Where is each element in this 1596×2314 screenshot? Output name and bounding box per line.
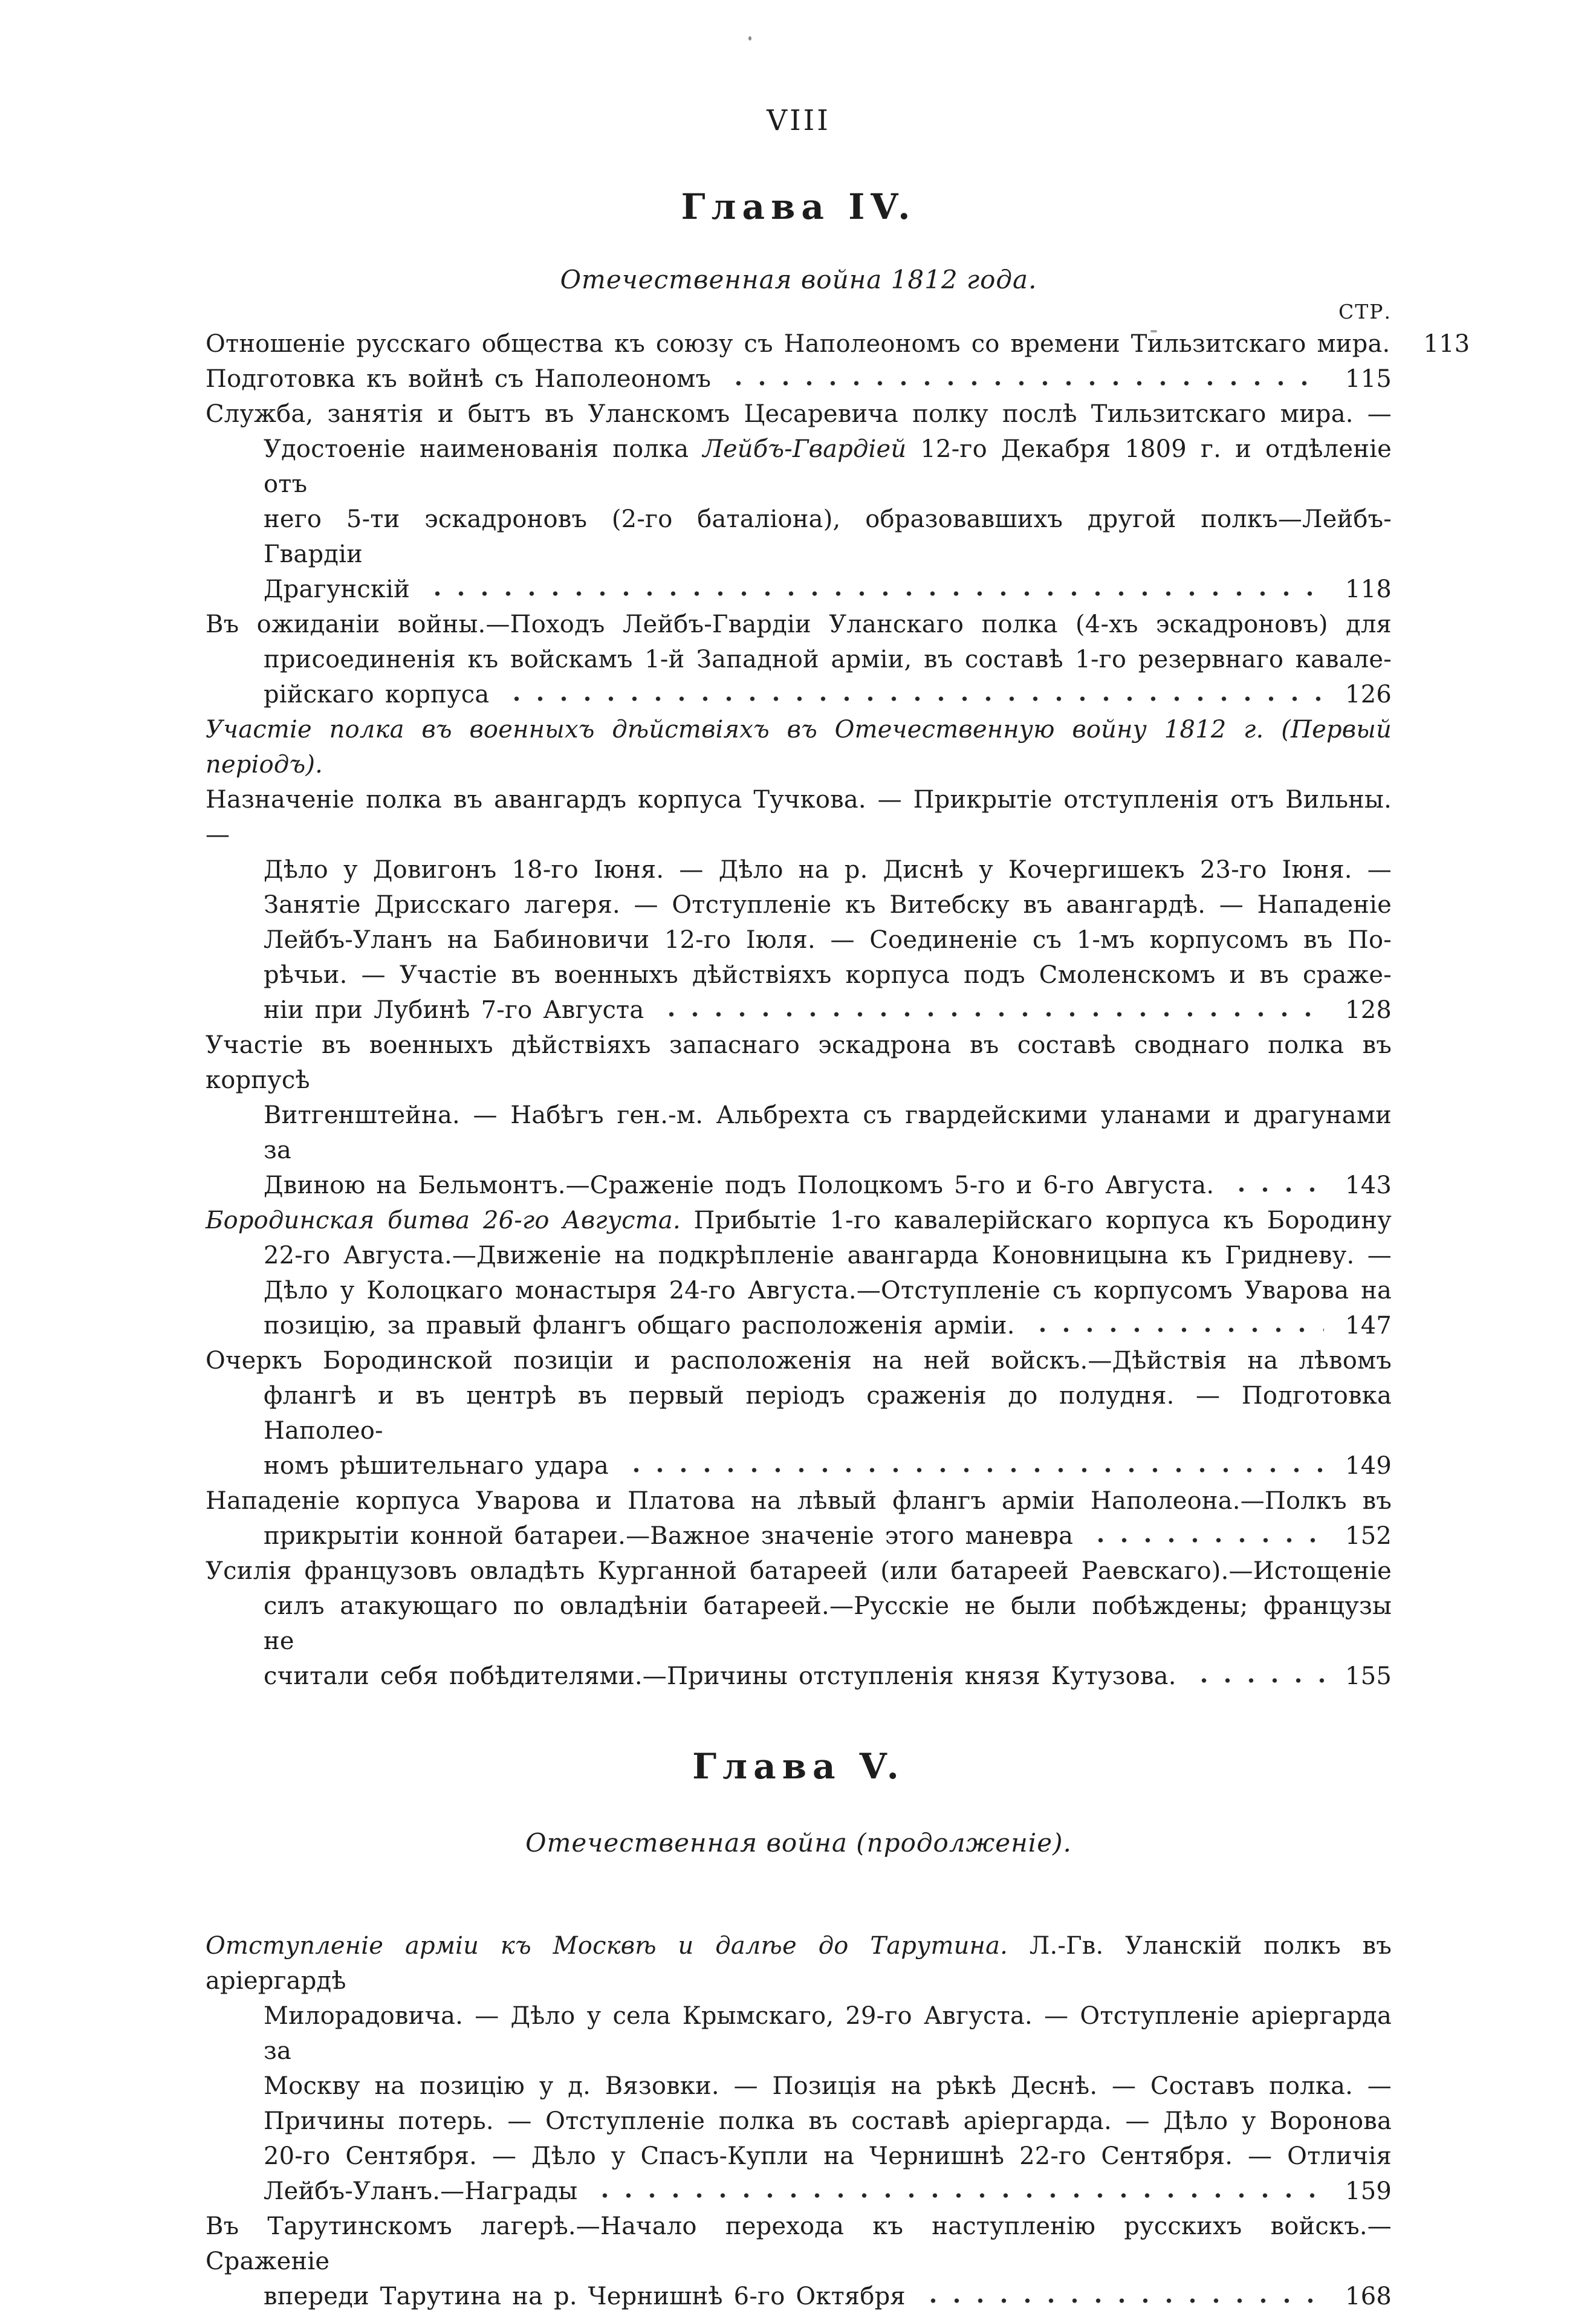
toc-line	[206, 572, 1392, 607]
toc-line-text: Витгенштейна. — Набѣгъ ген.-м. Альбрехта съ гвардейскими уланами и драгунами за	[264, 1101, 1392, 1164]
toc-line-text: Дѣло у Колоцкаго монастыря 24-го Августа.—Отступленіе съ корпусомъ Уварова на	[264, 1277, 1392, 1304]
toc-line	[206, 958, 1392, 993]
dot-leader	[656, 1011, 1324, 1018]
chapter-5-title: Глава V.	[692, 1746, 905, 1787]
toc-line	[206, 432, 1392, 502]
dot-leader	[1027, 1326, 1324, 1334]
page-column-header: СТР.	[1338, 300, 1392, 323]
toc-line-italic-text: Отступленіе арміи къ Москвѣ и далѣе до Тарутина.	[206, 1932, 1008, 1960]
dot-leader	[501, 695, 1324, 702]
toc-line	[206, 2209, 1392, 2279]
toc-line	[206, 1554, 1392, 1589]
toc-line-italic-text: Лейбъ-Гвардіей	[702, 435, 907, 463]
toc-line-text: Участіе въ военныхъ дѣйствіяхъ запаснаго эскадрона въ составѣ своднаго полка въ корпусѣ	[206, 1031, 1392, 1094]
page-content	[206, 104, 1470, 2314]
page-number: 126	[1345, 681, 1392, 708]
chapter-5-toc	[206, 1928, 1392, 2314]
toc-line-text: силъ атакующаго по овладѣніи батареей.—Русскіе не были побѣждены; французы не	[264, 1592, 1392, 1655]
toc-section-line	[206, 712, 1392, 782]
toc-line	[206, 642, 1392, 677]
page-number: 168	[1345, 2283, 1392, 2310]
scan-speck	[748, 36, 751, 41]
toc-line	[206, 1378, 1392, 1448]
toc-line	[206, 1448, 1392, 1483]
toc-line-text: Причины потерь. — Отступленіе полка въ составѣ аріергарда. — Дѣло у Воронова	[264, 2107, 1392, 2135]
toc-line-text: прикрытіи конной батареи.—Важное значеніе этого маневра	[264, 1522, 1074, 1550]
toc-line-text: Служба, занятія и бытъ въ Уланскомъ Цесаревича полку послѣ Тильзитскаго мира. —	[206, 400, 1392, 428]
toc-line	[206, 1308, 1392, 1343]
toc-line	[206, 1998, 1392, 2069]
toc-line-text: позицію, за правый флангъ общаго расположенія арміи.	[264, 1312, 1015, 1340]
toc-line	[206, 326, 1470, 361]
toc-line-text: флангѣ и въ центрѣ въ первый періодъ сраженія до полудня. — Подготовка Наполео-	[264, 1382, 1392, 1445]
toc-line-text: рѣчьи. — Участіе въ военныхъ дѣйствіяхъ корпуса подъ Смоленскомъ и въ сраже-	[264, 961, 1392, 989]
toc-line	[206, 1238, 1392, 1273]
chapter-4-subtitle: Отечественная война 1812 года.	[560, 265, 1037, 294]
toc-line	[206, 2104, 1392, 2139]
toc-line	[206, 1589, 1392, 1659]
toc-line-text: Прибытіе 1-го кавалерійскаго корпуса къ Бородину	[680, 1207, 1392, 1234]
toc-line-text: Очеркъ Бородинской позиціи и расположенія на ней войскъ.—Дѣйствія на лѣвомъ	[206, 1347, 1392, 1375]
toc-line	[206, 1028, 1392, 1098]
toc-line	[206, 1928, 1392, 1998]
toc-line-text: Дѣло у Довигонъ 18-го Іюня. — Дѣло на р. Диснѣ у Кочергишекъ 23-го Іюня. —	[264, 856, 1392, 884]
page-number: 115	[1345, 365, 1392, 393]
page-number: 128	[1345, 996, 1392, 1024]
dot-leader	[918, 2297, 1324, 2304]
toc-line-text: Нападеніе корпуса Уварова и Платова на лѣвый флангъ арміи Наполеона.—Полкъ въ	[206, 1487, 1392, 1515]
toc-line	[206, 852, 1392, 887]
dot-leader	[1189, 1677, 1324, 1684]
toc-line-text: Отношеніе русскаго общества къ союзу съ Наполеономъ со времени Тильзитскаго мира.	[206, 330, 1390, 358]
dot-leader	[723, 380, 1324, 387]
toc-line-text: 22-го Августа.—Движеніе на подкрѣпленіе авангарда Коновницына къ Гридневу. —	[264, 1242, 1392, 1269]
toc-line-text: Драгунскій	[264, 575, 410, 603]
toc-line	[206, 1168, 1392, 1203]
toc-line	[206, 677, 1392, 712]
page-number: 147	[1345, 1312, 1392, 1340]
toc-line-text: впереди Тарутина на р. Чернишнѣ 6-го Октября	[264, 2283, 906, 2310]
chapter-4-section	[206, 186, 1470, 1694]
toc-line-text: Милорадовича. — Дѣло у села Крымскаго, 29-го Августа. — Отступленіе аріергарда за	[264, 2002, 1392, 2065]
toc-line	[206, 2139, 1392, 2174]
toc-line-text: номъ рѣшительнаго удара	[264, 1452, 609, 1480]
toc-line-text: присоединенія къ войскамъ 1-й Западной арміи, въ составѣ 1-го резервнаго кавале-	[264, 646, 1392, 673]
page-number: 159	[1345, 2177, 1392, 2205]
chapter-4-title: Глава IV.	[681, 186, 916, 227]
toc-line	[206, 397, 1392, 432]
toc-line-text: Назначеніе полка въ авангардъ корпуса Тучкова. — Прикрытіе отступленія отъ Вильны. —	[206, 786, 1392, 849]
toc-line-italic-text: Бородинская битва 26-го Августа.	[206, 1207, 681, 1234]
toc-line-text: ніи при Лубинѣ 7-го Августа	[264, 996, 644, 1024]
page-number: 118	[1345, 575, 1392, 603]
toc-line-text: Подготовка къ войнѣ съ Наполеономъ	[206, 365, 712, 393]
toc-line-text: Занятіе Дрисскаго лагеря. — Отступленіе къ Витебску въ авангардѣ. — Нападеніе	[264, 891, 1392, 919]
toc-line	[206, 1659, 1392, 1694]
toc-line-text: рійскаго корпуса	[264, 681, 490, 708]
toc-line	[206, 922, 1392, 958]
toc-line	[206, 887, 1392, 922]
page-number: 155	[1345, 1662, 1392, 1690]
toc-line	[206, 502, 1392, 572]
toc-line	[206, 1273, 1392, 1308]
toc-line	[206, 361, 1392, 397]
toc-line	[206, 1343, 1392, 1378]
toc-line-text: Лейбъ-Уланъ.—Награды	[264, 2177, 578, 2205]
chapter-5-subtitle: Отечественная война (продолженіе).	[525, 1828, 1072, 1858]
dot-leader	[422, 590, 1324, 597]
toc-line	[206, 1203, 1392, 1238]
dot-leader	[589, 2192, 1324, 2199]
toc-line-text: Усилія французовъ овладѣть Курганной батареей (или батареей Раевскаго).—Истощеніе	[206, 1557, 1392, 1585]
toc-line	[206, 607, 1392, 642]
toc-line-text: 12-го Декабря 1809 г. и отдѣленіе отъ	[264, 435, 1392, 498]
toc-line-text: Двиною на Бельмонтъ.—Сраженіе подъ Полоцкомъ 5-го и 6-го Августа.	[264, 1172, 1215, 1199]
toc-line-text: Удостоеніе наименованія полка	[264, 435, 703, 463]
page-number: 149	[1345, 1452, 1392, 1480]
toc-line-text: 20-го Сентября. — Дѣло у Спасъ-Купли на Чернишнѣ 22-го Сентября. — Отличія	[264, 2142, 1392, 2170]
chapter-5-section	[206, 1746, 1392, 2314]
toc-line	[206, 993, 1392, 1028]
chapter-4-toc	[206, 326, 1470, 1694]
toc-line	[206, 2279, 1392, 2314]
toc-line-text: Лейбъ-Уланъ на Бабиновичи 12-го Іюля. — Соединеніе съ 1-мъ корпусомъ въ По-	[264, 926, 1392, 954]
toc-line	[206, 782, 1392, 852]
dot-leader	[621, 1467, 1324, 1474]
toc-line	[206, 1518, 1392, 1554]
folio-page-number: VIII	[767, 104, 831, 137]
dot-leader	[1085, 1537, 1324, 1544]
page-number: 113	[1423, 330, 1470, 358]
toc-line-text: Л.-Гв. Уланскій полкъ въ аріергардѣ	[206, 1932, 1392, 1995]
page-number: 152	[1345, 1522, 1392, 1550]
page-number: 143	[1345, 1172, 1392, 1199]
toc-line-text: Въ ожиданіи войны.—Походъ Лейбъ-Гвардіи Уланскаго полка (4-хъ эскадроновъ) для	[206, 611, 1392, 638]
toc-line	[206, 1098, 1392, 1168]
toc-line	[206, 2069, 1392, 2104]
toc-line-text: Въ Тарутинскомъ лагерѣ.—Начало перехода къ наступленію русскихъ войскъ.—Сраженіе	[206, 2212, 1392, 2275]
toc-line-italic-text: Участіе полка въ военныхъ дѣйствіяхъ въ Отечественную войну 1812 г. (Первый періодъ).	[206, 716, 1392, 779]
toc-line-text: него 5-ти эскадроновъ (2-го баталіона), образовавшихъ другой полкъ—Лейбъ-Гвардіи	[264, 505, 1392, 568]
toc-line	[206, 2174, 1392, 2209]
dot-leader	[1226, 1186, 1324, 1193]
toc-line-text: считали себя побѣдителями.—Причины отступленія князя Кутузова.	[264, 1662, 1176, 1690]
toc-line	[206, 1483, 1392, 1518]
toc-line-text: Москву на позицію у д. Вязовки. — Позиція на рѣкѣ Деснѣ. — Составъ полка. —	[264, 2072, 1392, 2100]
